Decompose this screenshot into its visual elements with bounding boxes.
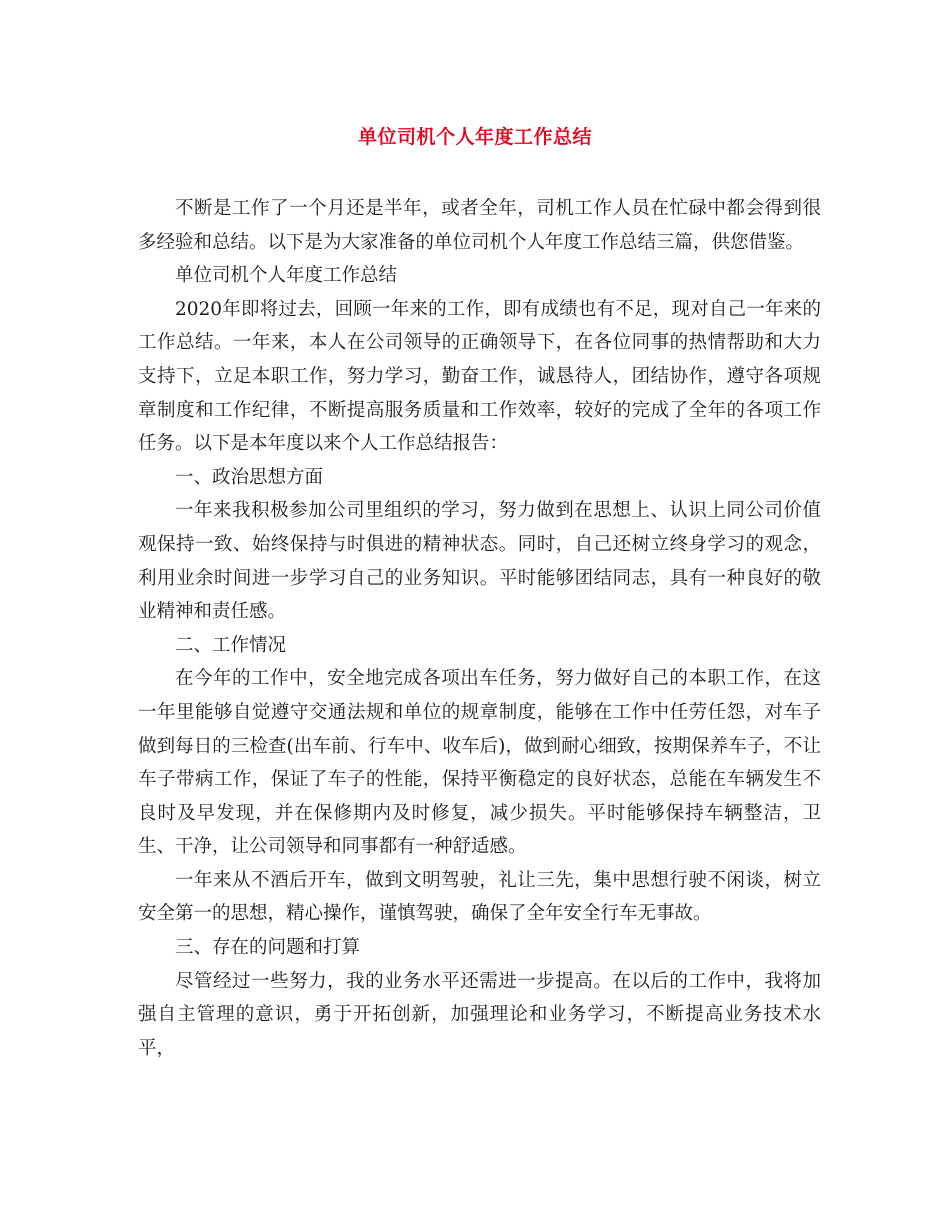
document-title: 单位司机个人年度工作总结 [357, 126, 592, 148]
paragraph-safety: 一年来从不酒后开车，做到文明驾驶，礼让三先，集中思想行驶不闲谈，树立安全第一的思想，精心操作，谨慎驾驶，确保了全年安全行车无事故。 [138, 869, 821, 925]
paragraph-work: 在今年的工作中，安全地完成各项出车任务，努力做好自己的本职工作，在这一年里能够自觉遵守交通法规和单位的规章制度，能够在工作中任劳任怨，对车子做到每日的三检查(出车前、行车中、收车后)，做到耐心细致，按期保养车子，不让车子带病工作，保证了车子的性能，保持平衡稳定的良好状态，总能在车辆发生不良时及早发现，并在保修期内及时修复，减少损失。平时能够保持车辆整洁，卫生、干净，让公司领导和同事都有一种舒适感。 [138, 668, 821, 858]
section-heading-politics: 一、政治思想方面 [175, 466, 324, 488]
paragraph-overview: 2020年即将过去，回顾一年来的工作，即有成绩也有不足，现对自己一年来的工作总结。一年来，本人在公司领导的正确领导下，在各位同事的热情帮助和大力支持下，立足本职工作，努力学习，勤奋工作，诚恳待人，团结协作，遵守各项规章制度和工作纪律，不断提高服务质量和工作效率，较好的完成了全年的各项工作任务。以下是本年度以来个人工作总结报告： [138, 298, 821, 455]
document-body [138, 192, 821, 1065]
paragraph-politics: 一年来我积极参加公司里组织的学习，努力做到在思想上、认识上同公司价值观保持一致、始终保持与时俱进的精神状态。同时，自己还树立终身学习的观念，利用业余时间进一步学习自己的业务知识。平时能够团结同志，具有一种良好的敬业精神和责任感。 [138, 500, 821, 623]
section-heading-problems: 三、存在的问题和打算 [175, 937, 361, 959]
section-heading-work: 二、工作情况 [175, 634, 287, 656]
paragraph-intro: 不断是工作了一个月还是半年，或者全年，司机工作人员在忙碌中都会得到很多经验和总结。以下是为大家准备的单位司机个人年度工作总结三篇，供您借鉴。 [138, 198, 821, 253]
paragraph-subtitle: 单位司机个人年度工作总结 [175, 265, 398, 287]
paragraph-problems: 尽管经过一些努力，我的业务水平还需进一步提高。在以后的工作中，我将加强自主管理的意识，勇于开拓创新，加强理论和业务学习，不断提高业务技术水平， [138, 970, 821, 1059]
